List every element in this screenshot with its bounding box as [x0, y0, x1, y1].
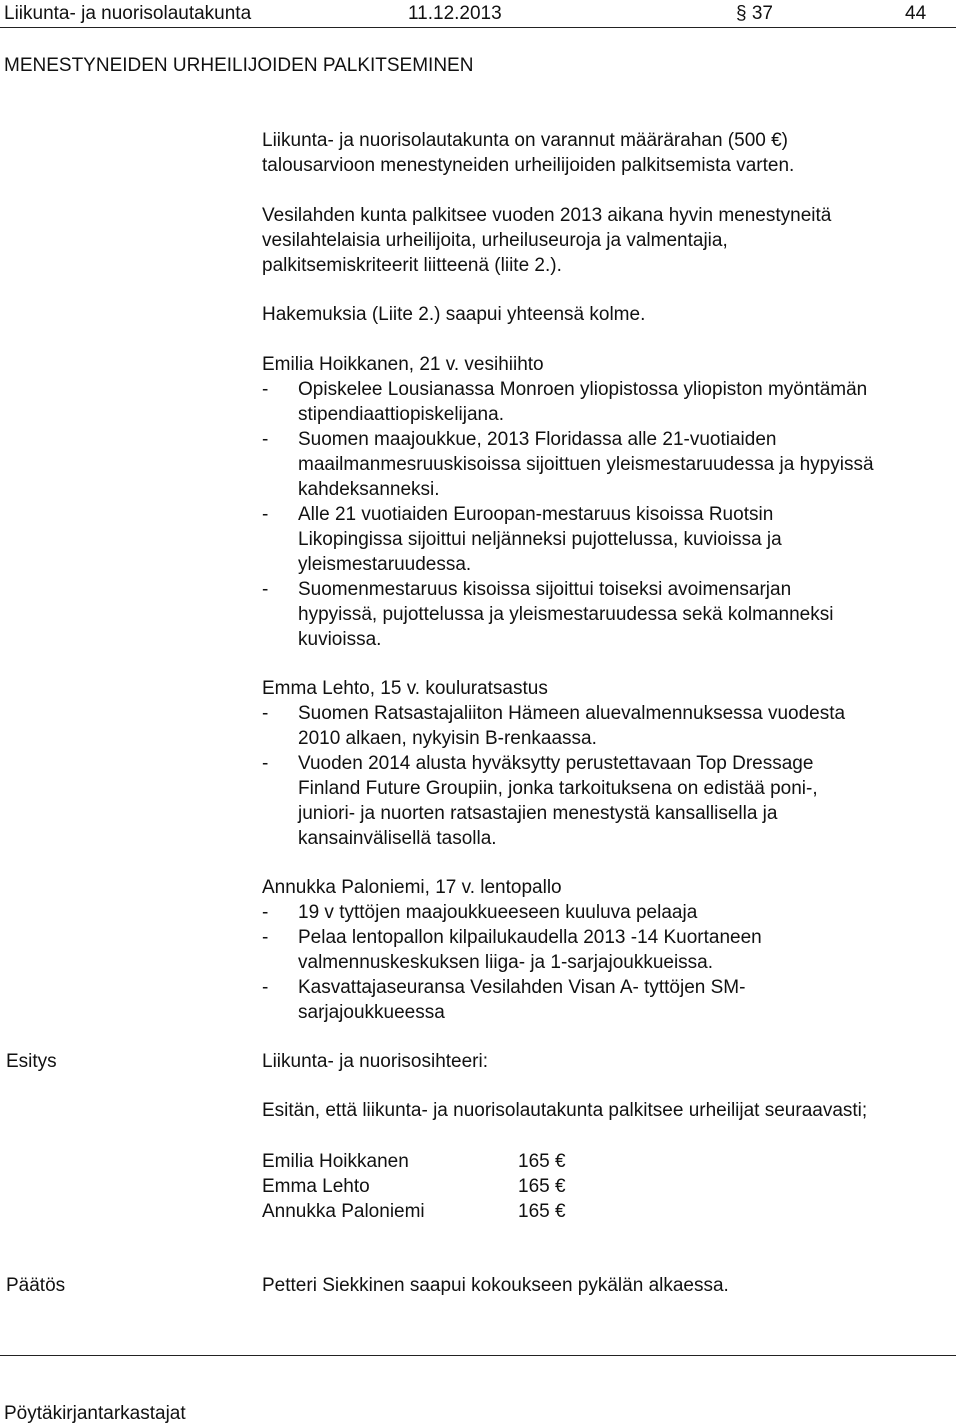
item-line: 2010 alkaen, nykyisin B-renkaassa.	[298, 728, 597, 749]
item-line: Kasvattajaseuransa Vesilahden Visan A- tyttöjen SM-	[298, 977, 746, 998]
athlete-heading: Emma Lehto, 15 v. kouluratsastus	[262, 678, 548, 699]
intro-section-2	[262, 203, 952, 278]
award-amount: 165 €	[518, 1151, 566, 1172]
decision-text: Petteri Siekkinen saapui kokoukseen pykälän alkaessa.	[262, 1275, 729, 1296]
item-line: valmennuskeskuksen liiga- ja 1-sarjajoukkueissa.	[298, 952, 714, 973]
section-icon: §	[736, 3, 747, 24]
decision-label: Päätös	[6, 1275, 66, 1296]
awards-table	[262, 1149, 952, 1224]
award-amount: 165 €	[518, 1176, 566, 1197]
award-name: Emilia Hoikkanen	[262, 1151, 409, 1172]
list-item: - Suomen maajoukkue, 2013 Floridassa alle 21-vuotiaiden maailmanmesruuskisoissa sijoittuen yleismestaruudessa ja hypyissä kahdeksanneksi.	[262, 427, 952, 502]
item-line: sarjajoukkueessa	[298, 1002, 445, 1023]
list-item: - Pelaa lentopallon kilpailukaudella 2013 -14 Kuortaneen valmennuskeskuksen liiga- ja 1-sarjajoukkueissa.	[262, 925, 952, 975]
section-number-value: 37	[751, 3, 773, 24]
section-number	[736, 1, 773, 26]
proposal-section	[262, 1049, 952, 1074]
athlete-block-2	[262, 676, 952, 851]
award-row	[262, 1149, 952, 1174]
proposal-line1: Liikunta- ja nuorisosihteeri:	[262, 1051, 489, 1072]
item-line: Suomen maajoukkue, 2013 Floridassa alle 21-vuotiaiden	[298, 429, 777, 450]
item-line: kuvioissa.	[298, 629, 382, 650]
item-line: kansainvälisellä tasolla.	[298, 828, 497, 849]
intro-section-3	[262, 302, 952, 327]
item-line: Likopingissa sijoittui neljänneksi pujottelussa, kuvioissa ja	[298, 529, 782, 550]
item-line: stipendiaattiopiskelijana.	[298, 404, 504, 425]
list-item: - Vuoden 2014 alusta hyväksytty perustettavaan Top Dressage Finland Future Groupiin, jonka tarkoituksena on edistää poni-, juniori- ja nuorten ratsastajien menestystä kansallisella ja kansainvälisellä tasolla.	[262, 751, 952, 851]
header-date: 11.12.2013	[408, 3, 502, 24]
award-name: Emma Lehto	[262, 1176, 370, 1197]
list-item: - 19 v tyttöjen maajoukkueeseen kuuluva pelaaja	[262, 900, 952, 925]
page-number: 44	[905, 3, 927, 24]
item-line: Alle 21 vuotiaiden Euroopan-mestaruus kisoissa Ruotsin	[298, 504, 774, 525]
award-row	[262, 1174, 952, 1199]
award-row	[262, 1199, 952, 1224]
item-line: Suomenmestaruus kisoissa sijoittui toiseksi avoimensarjan	[298, 579, 792, 600]
footer-label: Pöytäkirjantarkastajat	[4, 1403, 186, 1424]
award-name: Annukka Paloniemi	[262, 1201, 425, 1222]
item-line: Suomen Ratsastajaliiton Hämeen aluevalmennuksessa vuodesta	[298, 703, 846, 724]
item-line: hypyissä, pujottelussa ja yleismestaruudessa sekä kolmanneksi	[298, 604, 834, 625]
list-item: - Kasvattajaseuransa Vesilahden Visan A- tyttöjen SM- sarjajoukkueessa	[262, 975, 952, 1025]
athlete-block-3	[262, 875, 952, 1025]
athlete-block-1	[262, 352, 952, 652]
intro-para2-line3: palkitsemiskriteerit liitteenä (liite 2.).	[262, 255, 562, 276]
intro-section	[262, 128, 952, 178]
item-line: Finland Future Groupiin, jonka tarkoituksena on edistää poni-,	[298, 778, 818, 799]
item-line: juniori- ja nuorten ratsastajien menestystä kansallisella ja	[298, 803, 778, 824]
item-line: Vuoden 2014 alusta hyväksytty perustettavaan Top Dressage	[298, 753, 814, 774]
item-line: Opiskelee Lousianassa Monroen yliopistossa yliopiston myöntämän	[298, 379, 868, 400]
athlete-heading: Annukka Paloniemi, 17 v. lentopallo	[262, 877, 562, 898]
intro-para3: Hakemuksia (Liite 2.) saapui yhteensä kolme.	[262, 304, 646, 325]
item-line: kahdeksanneksi.	[298, 479, 440, 500]
proposal-label: Esitys	[6, 1051, 57, 1072]
athlete-heading: Emilia Hoikkanen, 21 v. vesihiihto	[262, 354, 544, 375]
intro-para1-line1: Liikunta- ja nuorisolautakunta on varannut määrärahan (500 €)	[262, 130, 788, 151]
item-line: Pelaa lentopallon kilpailukaudella 2013 -14 Kuortaneen	[298, 927, 762, 948]
list-item: - Alle 21 vuotiaiden Euroopan-mestaruus kisoissa Ruotsin Likopingissa sijoittui neljänneksi pujottelussa, kuvioissa ja yleismestaruudessa.	[262, 502, 952, 577]
item-line: yleismestaruudessa.	[298, 554, 472, 575]
footer-rule	[0, 1355, 956, 1356]
header-committee: Liikunta- ja nuorisolautakunta	[4, 3, 252, 24]
intro-para2-line2: vesilahtelaisia urheilijoita, urheiluseuroja ja valmentajia,	[262, 230, 728, 251]
intro-para1-line2: talousarvioon menestyneiden urheilijoiden palkitsemista varten.	[262, 155, 795, 176]
list-item: - Suomen Ratsastajaliiton Hämeen aluevalmennuksessa vuodesta 2010 alkaen, nykyisin B-renkaassa.	[262, 701, 952, 751]
award-amount: 165 €	[518, 1201, 566, 1222]
header-rule	[0, 27, 956, 28]
proposal-line2: Esitän, että liikunta- ja nuorisolautakunta palkitsee urheilijat seuraavasti;	[262, 1100, 868, 1121]
item-line: maailmanmesruuskisoissa sijoittuen yleismestaruudessa ja hypyissä	[298, 454, 874, 475]
list-item: - Opiskelee Lousianassa Monroen yliopistossa yliopiston myöntämän stipendiaattiopiskelijana.	[262, 377, 952, 427]
item-line: 19 v tyttöjen maajoukkueeseen kuuluva pelaaja	[298, 902, 698, 923]
page-title: MENESTYNEIDEN URHEILIJOIDEN PALKITSEMINEN	[4, 55, 474, 76]
list-item: - Suomenmestaruus kisoissa sijoittui toiseksi avoimensarjan hypyissä, pujottelussa ja yleismestaruudessa sekä kolmanneksi kuvioissa.	[262, 577, 952, 652]
proposal-section-2	[262, 1098, 952, 1123]
intro-para2-line1: Vesilahden kunta palkitsee vuoden 2013 aikana hyvin menestyneitä	[262, 205, 832, 226]
